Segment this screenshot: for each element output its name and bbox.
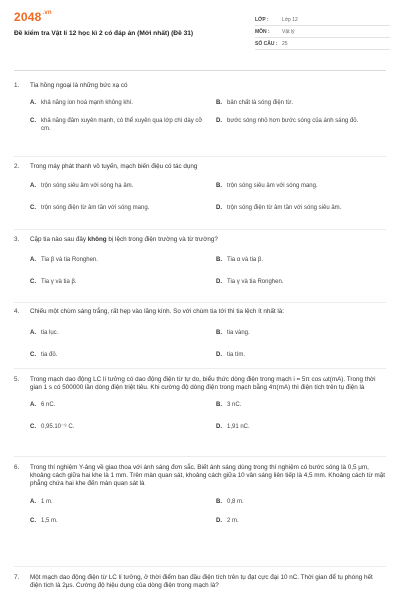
options-grid <box>30 499 386 527</box>
option-text: 0,95.10⁻⁹ C. <box>41 424 75 431</box>
option-text: trộn sóng điện từ âm tần với sóng siêu âm. <box>227 204 342 211</box>
question-text: Trong mạch dao động LC lí tưởng có dao động điện từ tự do, biểu thức dòng điện trong mạch i = 5π cos ωt(mA). Trong thời gian 1 s có 500000 lần dòng điện triệt tiêu. Khi cường độ dòng điện trong mạch bằng 4π(mA) thì điện tích trên tụ điện là <box>30 376 376 392</box>
option-b[interactable] <box>216 100 386 108</box>
option-text: khả năng ion hoá mạnh không khí. <box>41 100 134 107</box>
option-letter: A. <box>30 498 36 505</box>
option-d[interactable] <box>216 352 386 360</box>
option-letter: C. <box>30 117 36 124</box>
option-letter: C. <box>30 518 36 525</box>
option-a[interactable] <box>30 402 216 410</box>
logo-main-text: 2048 <box>14 10 42 24</box>
option-text: tia tím. <box>227 351 246 358</box>
option-text: bước sóng nhỏ hơn bước sóng của ánh sáng đỏ. <box>227 117 359 124</box>
option-c[interactable] <box>30 118 216 134</box>
option-text: tia đỏ. <box>41 351 58 358</box>
option-letter: A. <box>30 257 36 264</box>
option-text: Tia α và tia β. <box>227 257 264 264</box>
exam-meta-panel <box>255 15 390 51</box>
question-text: Tia hồng ngoại là những bức xạ có <box>30 82 128 89</box>
option-letter: D. <box>216 518 222 525</box>
option-d[interactable] <box>216 424 386 432</box>
page-header <box>0 0 400 72</box>
question-stem <box>14 464 386 489</box>
question-stem <box>14 574 386 590</box>
option-text: trộn sóng điện từ âm tần với sóng mang. <box>41 204 150 211</box>
question-number: 5. <box>14 376 20 383</box>
question-divider <box>14 229 386 230</box>
option-text: 1,5 m. <box>41 518 58 525</box>
option-c[interactable] <box>30 518 216 526</box>
option-letter: D. <box>216 278 222 285</box>
option-c[interactable] <box>30 424 216 432</box>
option-c[interactable] <box>30 205 216 213</box>
option-b[interactable] <box>216 183 386 191</box>
option-letter: C. <box>30 351 36 358</box>
question-number: 1. <box>14 82 20 89</box>
option-d[interactable] <box>216 518 386 526</box>
meta-value: 25 <box>282 40 288 47</box>
option-text: tia vàng. <box>227 330 250 337</box>
question-divider <box>14 368 386 369</box>
meta-label: LỚP : <box>255 16 269 23</box>
question-5 <box>14 376 386 432</box>
options-grid <box>30 183 386 213</box>
meta-label: MÔN : <box>255 28 270 35</box>
option-b[interactable] <box>216 499 386 507</box>
question-1 <box>14 82 386 134</box>
option-text: Tia γ và tia Ronghen. <box>227 278 284 285</box>
option-b[interactable] <box>216 330 386 338</box>
option-d[interactable] <box>216 279 386 287</box>
logo-suffix-text: .vn <box>42 10 52 16</box>
question-7 <box>14 574 386 590</box>
option-letter: B. <box>216 330 222 337</box>
option-d[interactable] <box>216 118 386 134</box>
question-text: Trong máy phát thanh vô tuyến, mạch biến điệu có tác dụng <box>30 163 198 170</box>
question-number: 3. <box>14 236 20 243</box>
question-divider <box>14 156 386 157</box>
option-text: 6 nC. <box>41 402 56 409</box>
option-letter: A. <box>30 183 36 190</box>
question-divider <box>14 566 386 567</box>
option-text: trộn sóng siêu âm với sóng mang. <box>227 183 318 190</box>
question-2 <box>14 163 386 213</box>
meta-label: SỐ CÂU : <box>255 40 278 47</box>
question-text: Chiếu một chùm sáng trắng, rất hẹp vào lăng kính. So với chùm tia tới thì tia lệch ít nhất là: <box>30 308 284 315</box>
option-a[interactable] <box>30 499 216 507</box>
option-c[interactable] <box>30 279 216 287</box>
question-text-post: bị lệch trong điện trường và từ trường? <box>106 236 218 243</box>
option-text: 1,91 nC. <box>227 424 250 431</box>
question-stem <box>14 376 386 392</box>
question-6 <box>14 464 386 526</box>
option-b[interactable] <box>216 402 386 410</box>
option-b[interactable] <box>216 257 386 265</box>
option-a[interactable] <box>30 257 216 265</box>
option-text: 0,8 m. <box>227 498 244 505</box>
question-text: Trong thí nghiệm Y-âng về giao thoa với ánh sáng đơn sắc. Biết ánh sáng dùng trong thí nghiệm có bước sóng là 0,5 μm, khoảng cách giữa hai khe là 1 mm. Trên màn quan sát, khoảng cách giữa 10 vân sáng liên tiếp là 4,5 mm. Khoảng cách từ mặt phẳng chứa hai khe đến màn quan sát là <box>30 464 385 488</box>
option-text: Tia γ và tia β. <box>41 278 77 285</box>
meta-value: Vật lý <box>282 28 295 35</box>
option-text: tia lục. <box>41 330 59 337</box>
meta-row-question-count <box>255 39 390 50</box>
question-text: Một mạch dao động điện từ LC lí tưởng, ở thời điểm ban đầu điện tích trên tụ đạt cực đại 10 nC. Thời gian để tụ phóng hết điện tích là 2μs. Cường độ hiệu dụng của dòng điện trong mạch là? <box>30 574 373 590</box>
question-stem <box>14 236 386 244</box>
question-text-emphasis: không <box>87 236 107 243</box>
question-4 <box>14 308 386 360</box>
question-number: 4. <box>14 308 20 315</box>
option-letter: D. <box>216 117 222 124</box>
option-letter: D. <box>216 204 222 211</box>
option-text: khả năng đâm xuyên mạnh, có thể xuyên qua lớp chì dày cỡ cm. <box>41 117 203 132</box>
question-divider <box>14 302 386 303</box>
question-number: 2. <box>14 163 20 170</box>
question-stem <box>14 82 386 90</box>
option-text: trộn sóng siêu âm với sóng hạ âm. <box>41 183 134 190</box>
question-stem <box>14 163 386 171</box>
option-text: 1 m. <box>41 498 53 505</box>
options-grid <box>30 402 386 432</box>
question-stem <box>14 308 386 316</box>
option-text: 2 m. <box>227 518 239 525</box>
option-text: 3 nC. <box>227 402 242 409</box>
option-letter: A. <box>30 402 36 409</box>
option-letter: B. <box>216 402 222 409</box>
header-divider <box>14 70 386 71</box>
option-a[interactable] <box>30 100 216 108</box>
meta-value: Lớp 12 <box>282 16 298 23</box>
options-grid <box>30 100 386 133</box>
option-d[interactable] <box>216 205 386 213</box>
option-letter: C. <box>30 278 36 285</box>
question-3 <box>14 236 386 287</box>
option-letter: B. <box>216 498 222 505</box>
options-grid <box>30 257 386 287</box>
meta-row-subject <box>255 27 390 38</box>
option-letter: A. <box>30 100 36 107</box>
question-number: 6. <box>14 464 20 471</box>
option-letter: A. <box>30 330 36 337</box>
option-letter: B. <box>216 257 222 264</box>
option-c[interactable] <box>30 352 216 360</box>
question-text <box>30 236 386 244</box>
option-letter: B. <box>216 183 222 190</box>
option-letter: B. <box>216 100 222 107</box>
question-number: 7. <box>14 574 20 581</box>
document-title: Đề kiểm tra Vật lí 12 học kì 2 có đáp án (Mới nhất) (Đề 31) <box>14 29 194 37</box>
option-letter: D. <box>216 424 222 431</box>
meta-row-class <box>255 15 390 26</box>
option-text: Tia β và tia Ronghen. <box>41 257 98 264</box>
option-a[interactable] <box>30 330 216 338</box>
option-a[interactable] <box>30 183 216 191</box>
option-text: bản chất là sóng điện từ. <box>227 100 294 107</box>
options-grid <box>30 330 386 360</box>
question-divider <box>14 456 386 457</box>
option-letter: C. <box>30 424 36 431</box>
question-text-pre: Cặp tia nào sau đây <box>30 236 88 243</box>
option-letter: D. <box>216 351 222 358</box>
option-letter: C. <box>30 204 36 211</box>
